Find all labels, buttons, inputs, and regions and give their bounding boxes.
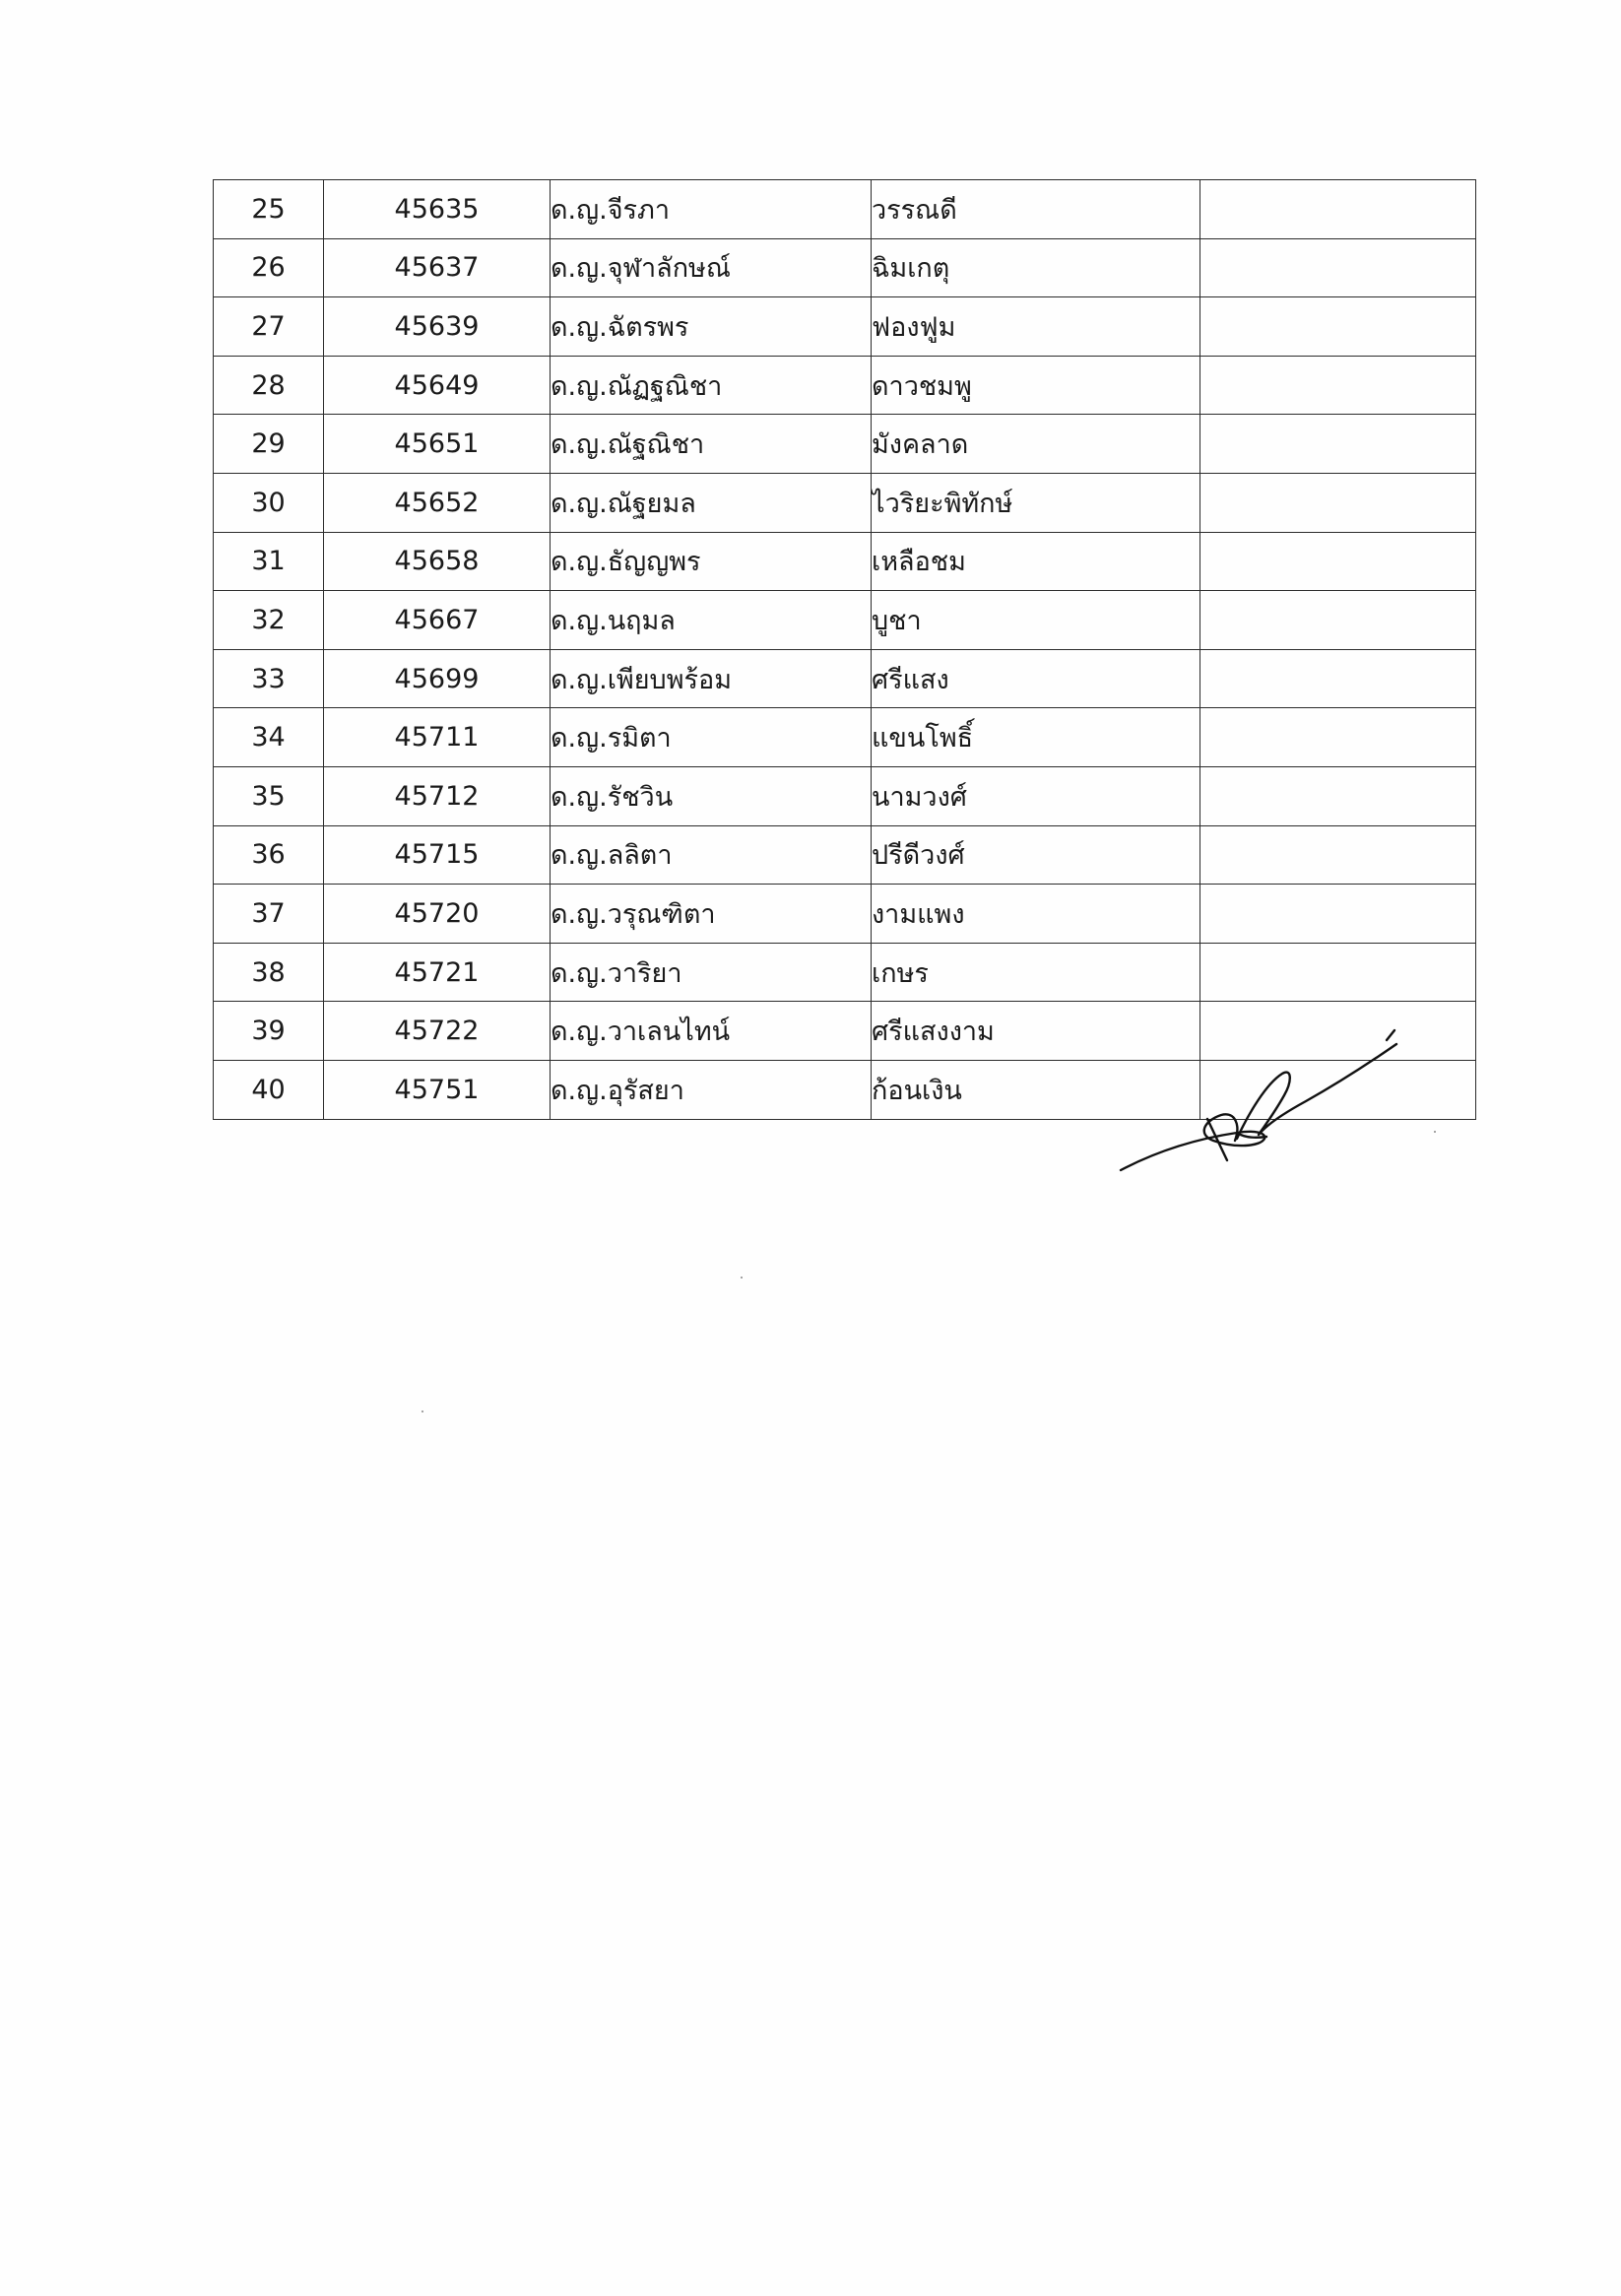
scan-speck — [421, 1410, 423, 1412]
remarks-cell — [1200, 356, 1476, 415]
row-number: 27 — [214, 297, 324, 357]
row-number: 37 — [214, 885, 324, 944]
scan-speck — [741, 1277, 743, 1279]
roster-body — [214, 180, 1476, 1120]
table-row — [214, 825, 1476, 885]
student-surname: ปรีดีวงศ์ — [872, 825, 1200, 885]
remarks-cell — [1200, 473, 1476, 532]
table-row — [214, 180, 1476, 239]
table-row — [214, 238, 1476, 297]
table-row — [214, 943, 1476, 1002]
remarks-cell — [1200, 649, 1476, 708]
table-row — [214, 415, 1476, 474]
student-first-name: ด.ญ.อุรัสยา — [551, 1060, 872, 1119]
student-id: 45649 — [324, 356, 551, 415]
table-row — [214, 885, 1476, 944]
remarks-cell — [1200, 943, 1476, 1002]
handwritten-signature — [1119, 1022, 1404, 1180]
remarks-cell — [1200, 180, 1476, 239]
student-id: 45635 — [324, 180, 551, 239]
student-first-name: ด.ญ.วาเลนไทน์ — [551, 1002, 872, 1061]
student-id: 45711 — [324, 708, 551, 767]
row-number: 33 — [214, 649, 324, 708]
table-row — [214, 532, 1476, 591]
student-id: 45639 — [324, 297, 551, 357]
student-id: 45667 — [324, 591, 551, 650]
student-first-name: ด.ญ.ฉัตรพร — [551, 297, 872, 357]
remarks-cell — [1200, 532, 1476, 591]
student-surname: ศรีแสงงาม — [872, 1002, 1200, 1061]
table-row — [214, 591, 1476, 650]
student-first-name: ด.ญ.รมิตา — [551, 708, 872, 767]
remarks-cell — [1200, 825, 1476, 885]
row-number: 26 — [214, 238, 324, 297]
student-id: 45699 — [324, 649, 551, 708]
student-id: 45720 — [324, 885, 551, 944]
row-number: 39 — [214, 1002, 324, 1061]
student-surname: ศรีแสง — [872, 649, 1200, 708]
student-id: 45652 — [324, 473, 551, 532]
remarks-cell — [1200, 238, 1476, 297]
remarks-cell — [1200, 708, 1476, 767]
student-first-name: ด.ญ.ณัฐยมล — [551, 473, 872, 532]
student-surname: ฟองฟูม — [872, 297, 1200, 357]
student-surname: นามวงศ์ — [872, 766, 1200, 825]
remarks-cell — [1200, 297, 1476, 357]
student-first-name: ด.ญ.วรุณฑิตา — [551, 885, 872, 944]
student-surname: บูชา — [872, 591, 1200, 650]
student-id: 45715 — [324, 825, 551, 885]
row-number: 40 — [214, 1060, 324, 1119]
student-surname: ก้อนเงิน — [872, 1060, 1200, 1119]
table-row — [214, 766, 1476, 825]
row-number: 34 — [214, 708, 324, 767]
remarks-cell — [1200, 591, 1476, 650]
scan-speck — [1434, 1131, 1436, 1133]
remarks-cell — [1200, 766, 1476, 825]
student-first-name: ด.ญ.จีรภา — [551, 180, 872, 239]
student-surname: งามแพง — [872, 885, 1200, 944]
row-number: 30 — [214, 473, 324, 532]
student-first-name: ด.ญ.ณัฐณิชา — [551, 415, 872, 474]
student-surname: แขนโพธิ์ — [872, 708, 1200, 767]
student-id: 45721 — [324, 943, 551, 1002]
row-number: 32 — [214, 591, 324, 650]
table-row — [214, 708, 1476, 767]
table-row — [214, 473, 1476, 532]
student-roster-table — [213, 179, 1476, 1120]
table-row — [214, 297, 1476, 357]
row-number: 31 — [214, 532, 324, 591]
row-number: 28 — [214, 356, 324, 415]
student-id: 45712 — [324, 766, 551, 825]
row-number: 38 — [214, 943, 324, 1002]
row-number: 25 — [214, 180, 324, 239]
student-first-name: ด.ญ.วาริยา — [551, 943, 872, 1002]
student-surname: ดาวชมพู — [872, 356, 1200, 415]
row-number: 35 — [214, 766, 324, 825]
row-number: 36 — [214, 825, 324, 885]
student-first-name: ด.ญ.เพียบพร้อม — [551, 649, 872, 708]
student-id: 45637 — [324, 238, 551, 297]
student-id: 45658 — [324, 532, 551, 591]
table-row — [214, 649, 1476, 708]
student-surname: ฉิมเกตุ — [872, 238, 1200, 297]
student-first-name: ด.ญ.ลลิตา — [551, 825, 872, 885]
student-surname: มังคลาด — [872, 415, 1200, 474]
student-id: 45722 — [324, 1002, 551, 1061]
student-id: 45651 — [324, 415, 551, 474]
row-number: 29 — [214, 415, 324, 474]
remarks-cell — [1200, 415, 1476, 474]
student-surname: เกษร — [872, 943, 1200, 1002]
student-surname: วรรณดี — [872, 180, 1200, 239]
student-first-name: ด.ญ.ณัฏฐณิชา — [551, 356, 872, 415]
table-row — [214, 356, 1476, 415]
student-first-name: ด.ญ.จุฬาลักษณ์ — [551, 238, 872, 297]
remarks-cell — [1200, 885, 1476, 944]
student-surname: ไวริยะพิทักษ์ — [872, 473, 1200, 532]
student-first-name: ด.ญ.ธัญญพร — [551, 532, 872, 591]
student-surname: เหลือชม — [872, 532, 1200, 591]
student-first-name: ด.ญ.นฤมล — [551, 591, 872, 650]
student-id: 45751 — [324, 1060, 551, 1119]
student-first-name: ด.ญ.รัชวิน — [551, 766, 872, 825]
